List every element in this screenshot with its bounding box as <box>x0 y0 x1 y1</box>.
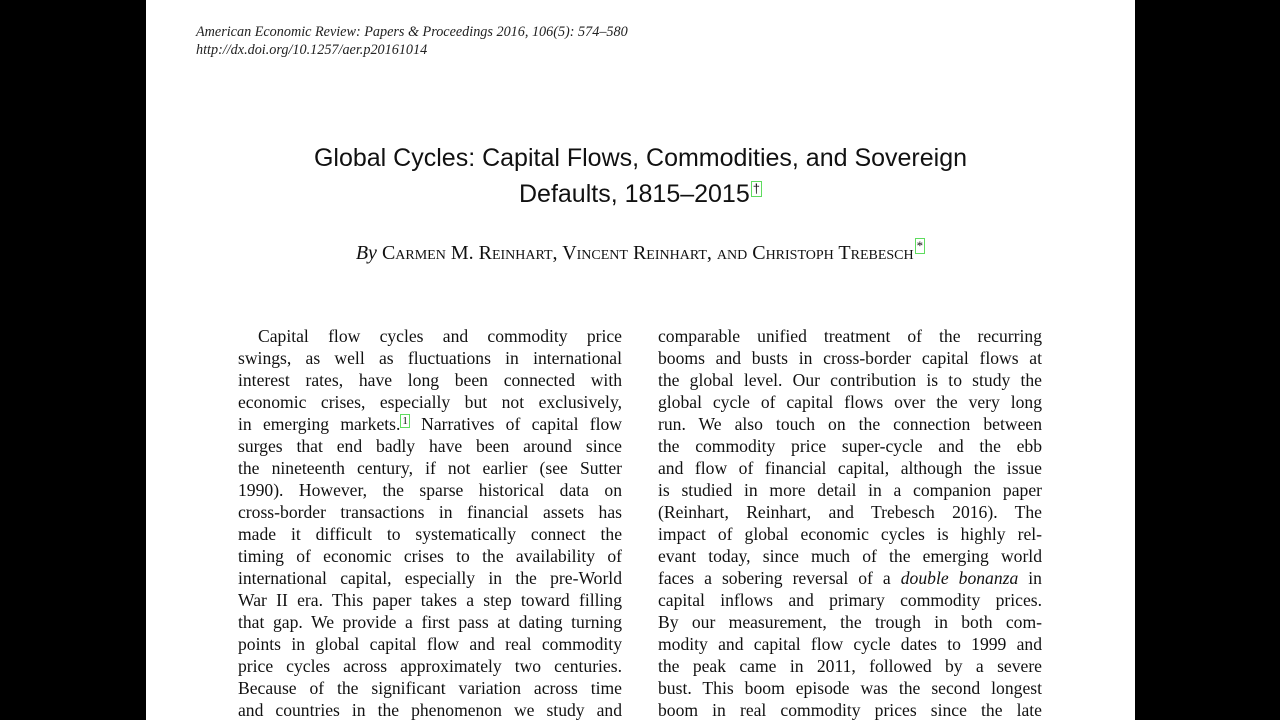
text-line: By our measurement, the trough in both com- <box>658 612 1042 632</box>
text-line: run. We also touch on the connection between <box>658 414 1042 434</box>
text-line: price cycles across approximately two centuries. <box>238 656 622 676</box>
author-footnote-link[interactable]: * <box>916 238 924 253</box>
text-line: 1990). However, the sparse historical data on <box>238 480 622 500</box>
text-line: surges that end badly have been around since <box>238 436 622 456</box>
text-line: boom in real commodity prices since the late <box>658 700 1042 720</box>
text-line: economic crises, especially but not exclusively, <box>238 392 622 412</box>
text-line: Capital flow cycles and commodity price <box>258 326 622 346</box>
paper-page <box>146 0 1135 720</box>
text-line: in emerging markets. 1 Narratives of capital flow <box>238 414 622 434</box>
text-line: modity and capital flow cycle dates to 1999 and <box>658 634 1042 654</box>
text-line: timing of economic crises to the availability of <box>238 546 622 566</box>
title-line-1: Global Cycles: Capital Flows, Commodities, and Sovereign <box>313 144 968 172</box>
text-line: Because of the significant variation across time <box>238 678 622 698</box>
text-line: the commodity price super-cycle and the ebb <box>658 436 1042 456</box>
text-line: faces a sobering reversal of a double bonanza in <box>658 568 1042 588</box>
footnote-1-link[interactable]: 1 <box>402 415 408 427</box>
text-line: the peak came in 2011, followed by a severe <box>658 656 1042 676</box>
title-footnote-link[interactable]: † <box>752 181 760 196</box>
text-line: points in global capital flow and real commodity <box>238 634 622 654</box>
text-line: the nineteenth century, if not earlier (see Sutter <box>238 458 622 478</box>
text-line: comparable unified treatment of the recurring <box>658 326 1042 346</box>
text-line: and countries in the phenomenon we study and <box>238 700 622 720</box>
text-line: impact of global economic cycles is highly rel- <box>658 524 1042 544</box>
text-line: booms and busts in cross-border capital flows at <box>658 348 1042 368</box>
text-line: evant today, since much of the emerging world <box>658 546 1042 566</box>
text-line: made it difficult to systematically connect the <box>238 524 622 544</box>
paper-title <box>146 140 1135 212</box>
text-line: (Reinhart, Reinhart, and Trebesch 2016). The <box>658 502 1042 522</box>
doi-link[interactable]: http://dx.doi.org/10.1257/aer.p20161014 <box>196 42 428 58</box>
journal-citation <box>196 23 628 59</box>
body-column-left <box>238 325 622 720</box>
text-line: interest rates, have long been connected with <box>238 370 622 390</box>
text-line: bust. This boom episode was the second longest <box>658 678 1042 698</box>
text-line: global cycle of capital flows over the very long <box>658 392 1042 412</box>
body-column-right <box>658 325 1042 720</box>
text-line: swings, as well as fluctuations in international <box>238 348 622 368</box>
text-line: War II era. This paper takes a step toward filling <box>238 590 622 610</box>
text-line: cross-border transactions in financial assets has <box>238 502 622 522</box>
journal-reference: American Economic Review: Papers & Proceedings 2016, 106(5): 574–580 <box>196 24 628 40</box>
text-line: international capital, especially in the pre-World <box>238 568 622 588</box>
text-line: is studied in more detail in a companion paper <box>658 480 1042 500</box>
author-names: Carmen M. Reinhart, Vincent Reinhart, and Christoph Trebesch <box>381 242 914 264</box>
author-byline <box>146 238 1135 267</box>
emphasis-text: double bonanza <box>900 568 1019 588</box>
title-line-2: Defaults, 1815–2015 † <box>519 180 760 208</box>
byline-prefix: By <box>355 242 377 264</box>
text-line: and flow of financial capital, although the issue <box>658 458 1042 478</box>
text-line: the global level. Our contribution is to study the <box>658 370 1042 390</box>
text-line: that gap. We provide a first pass at dating turning <box>238 612 622 632</box>
text-line: capital inflows and primary commodity prices. <box>658 590 1042 610</box>
